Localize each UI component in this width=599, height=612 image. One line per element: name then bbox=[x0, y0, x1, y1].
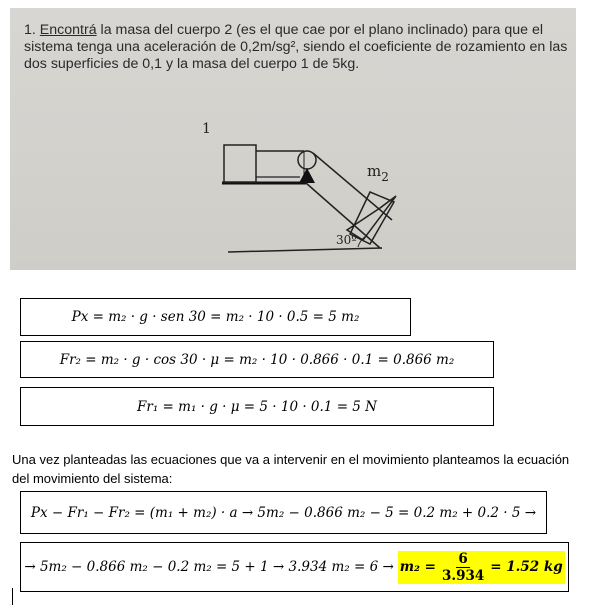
ground-line bbox=[228, 248, 382, 252]
problem-verb: Encontrá bbox=[39, 22, 97, 38]
angle-label: 30º bbox=[336, 233, 357, 247]
equation-motion-text: Px − Fr₁ − Fr₂ = (m₁ + m₂) · a → 5m₂ − 0.866 m₂ − 5 = 0.2 m₂ + 0.2 · 5 → bbox=[30, 504, 537, 521]
solution-prefix: → 5m₂ − 0.866 m₂ − 0.2 m₂ = 5 + 1 → 3.934 m₂ = 6 → bbox=[24, 559, 394, 575]
equation-px bbox=[20, 298, 411, 336]
block-1 bbox=[224, 145, 256, 182]
equation-fr2 bbox=[20, 341, 494, 378]
text-cursor bbox=[12, 588, 13, 605]
solution-denominator: 3.934 bbox=[441, 567, 485, 584]
equation-px-text: Px = m₂ · g · sen 30 = m₂ · 10 · 0.5 = 5 m₂ bbox=[71, 309, 360, 325]
solution-lhs: m₂ = bbox=[399, 559, 436, 575]
problem-number: 1. bbox=[24, 22, 36, 38]
pulley-support bbox=[299, 168, 315, 183]
solution-result: = 1.52 kg bbox=[490, 559, 563, 575]
body2-label: $m_2$ bbox=[367, 162, 389, 184]
solution-numerator: 6 bbox=[458, 550, 468, 567]
problem-text: la masa del cuerpo 2 (es el que cae por el plano inclinado) para que el sistema tenga una aceleración de 0,2m/sg², siendo el coeficiente de rozamiento en las dos superficies de 0,1 y la masa del cuerpo 1 de 5kg. bbox=[24, 22, 568, 72]
explanation-paragraph: Una vez planteadas las ecuaciones que va a intervenir en el movimiento planteamos la ecuación del movimiento del sistema: bbox=[12, 452, 570, 486]
inclined-plane-diagram bbox=[10, 8, 576, 270]
problem-photo bbox=[10, 8, 576, 270]
solution-highlight bbox=[398, 551, 565, 584]
equation-fr1 bbox=[20, 387, 494, 426]
equation-fr1-text: Fr₁ = m₁ · g · μ = 5 · 10 · 0.1 = 5 N bbox=[137, 398, 377, 415]
body1-label: 1 bbox=[202, 121, 211, 137]
equation-motion bbox=[20, 491, 547, 534]
equation-fr2-text: Fr₂ = m₂ · g · cos 30 · μ = m₂ · 10 · 0.866 · 0.1 = 0.866 m₂ bbox=[59, 351, 455, 368]
solution-fraction bbox=[440, 551, 486, 584]
equation-solution bbox=[20, 542, 569, 592]
